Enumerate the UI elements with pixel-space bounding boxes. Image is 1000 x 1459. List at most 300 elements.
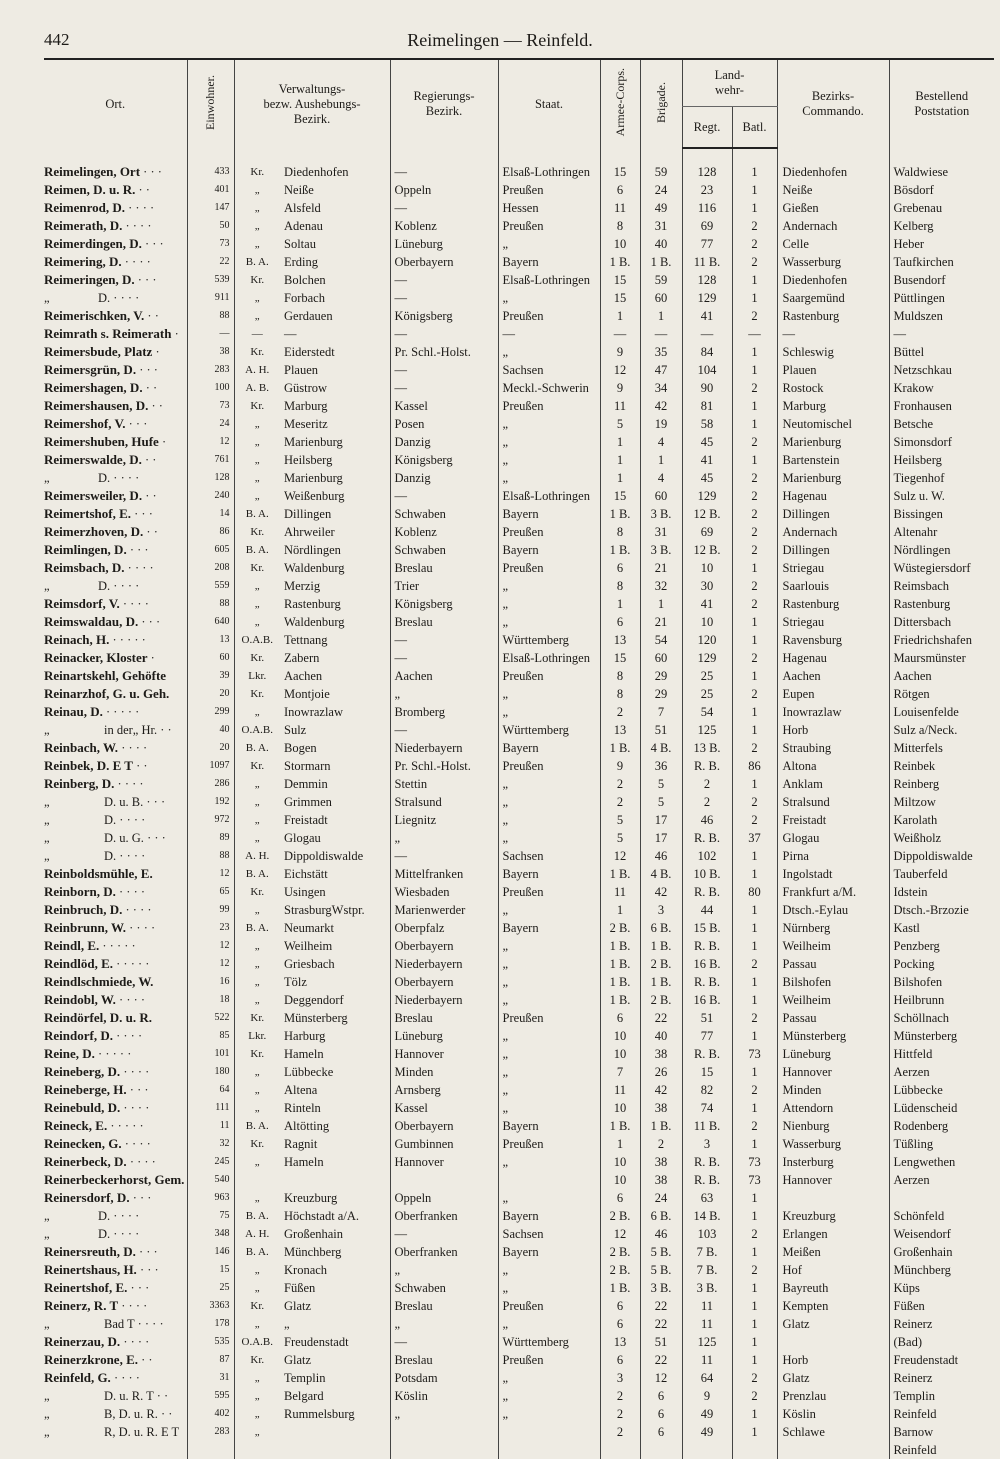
ort-name: Reinerzau, D. (44, 1334, 121, 1349)
armee-corps-cell: 15 (600, 289, 640, 307)
ditto-indent: „ (44, 849, 50, 863)
landwehr-batl-cell: 1 (732, 937, 777, 955)
bezirks-commando-cell: Saarlouis (777, 577, 889, 595)
bezirks-commando-cell: Köslin (777, 1405, 889, 1423)
verwaltung-type-cell: „ (234, 991, 280, 1009)
landwehr-batl-cell: 1 (732, 865, 777, 883)
bezirks-commando-cell: Passau (777, 1009, 889, 1027)
regierungs-bezirk-cell: Oppeln (390, 1189, 498, 1207)
ort-cell (44, 1045, 187, 1063)
ort-cell (44, 631, 187, 649)
einwohner-cell: 73 (187, 235, 234, 253)
armee-corps-cell (600, 1441, 640, 1459)
verwaltung-bezirk-cell: Stormarn (284, 759, 331, 773)
brigade-label: Brigade. (653, 81, 668, 123)
verwaltung-type-cell: „ (234, 1387, 280, 1405)
staat-cell: Preußen (498, 397, 600, 415)
ditto-indent: „ (44, 1389, 50, 1403)
verwaltung-bezirk-cell: Demmin (284, 777, 328, 791)
landwehr-batl-cell: 2 (732, 1261, 777, 1279)
armee-corps-cell: 7 (600, 1063, 640, 1081)
armee-corps-cell: 6 (600, 1297, 640, 1315)
bezirks-commando-cell: Hannover (777, 1171, 889, 1189)
ort-name: Reinbek, D. E T (44, 758, 133, 773)
bezirks-commando-cell: Diedenhofen (777, 163, 889, 181)
leader-dots: · · · · (110, 291, 140, 305)
verwaltung-type-cell: „ (234, 433, 280, 451)
armee-corps-cell: 8 (600, 523, 640, 541)
ort-name: Reimsdorf, V. (44, 596, 120, 611)
table-row (44, 253, 994, 271)
regierungs-bezirk-cell: Schwaben (390, 1279, 498, 1297)
landwehr-batl-cell: 2 (732, 253, 777, 271)
col-batl: Batl. (732, 107, 777, 149)
poststation-cell: Sulz a/Neck. (889, 721, 994, 739)
col-brigade (640, 59, 682, 148)
leader-dots: · · · · (120, 1065, 150, 1079)
staat-cell: Bayern (498, 1207, 600, 1225)
leader-dots: · · · (143, 831, 166, 845)
ditto-indent: „ (44, 1407, 50, 1421)
ort-cell (44, 1099, 187, 1117)
poststation-cell: Louisenfelde (889, 703, 994, 721)
brigade-cell: 47 (640, 361, 682, 379)
einwohner-cell: 73 (187, 397, 234, 415)
ort-cell (44, 199, 187, 217)
landwehr-regt-cell: 45 (682, 469, 732, 487)
table-row (44, 379, 994, 397)
verwaltung-bezirk-cell: „ (284, 1317, 290, 1331)
armee-corps-cell: 13 (600, 1333, 640, 1351)
staat-cell: — (498, 325, 600, 343)
table-row (44, 811, 994, 829)
verwaltung-type-cell: Lkr. (234, 667, 280, 685)
landwehr-regt-cell: 23 (682, 181, 732, 199)
staat-cell: „ (498, 811, 600, 829)
verwaltung-type-cell: Kr. (234, 649, 280, 667)
ort-cell (44, 469, 187, 487)
brigade-cell: 3 B. (640, 1279, 682, 1297)
ort-cell (44, 829, 187, 847)
regierungs-bezirk-cell: Breslau (390, 1009, 498, 1027)
poststation-cell: Münsterberg (889, 1027, 994, 1045)
ort-cell (44, 523, 187, 541)
table-row (44, 235, 994, 253)
verwaltung-bezirk-cell: Lübbecke (284, 1065, 334, 1079)
regierungs-bezirk-cell: Königsberg (390, 307, 498, 325)
verwaltung-bezirk-cell: Adenau (284, 219, 323, 233)
poststation-cell: Maursmünster (889, 649, 994, 667)
table-row (44, 703, 994, 721)
regierungs-bezirk-cell: Oberbayern (390, 937, 498, 955)
ort-cell (44, 1333, 187, 1351)
ort-cell (44, 541, 187, 559)
landwehr-batl-cell: 1 (732, 1279, 777, 1297)
ort-name: Reinerbeckerhorst, Gem. (44, 1172, 185, 1187)
brigade-cell: 1 B. (640, 937, 682, 955)
leader-dots: · · (141, 453, 157, 467)
einwohner-cell: 50 (187, 217, 234, 235)
verwaltung-type-cell: A. H. (234, 361, 280, 379)
ort-cell (44, 721, 187, 739)
table-row (44, 1243, 994, 1261)
armee-corps-cell: 12 (600, 1225, 640, 1243)
leader-dots: · (147, 651, 155, 665)
regierungs-bezirk-cell: Lüneburg (390, 1027, 498, 1045)
staat-cell: „ (498, 829, 600, 847)
landwehr-batl-cell: 1 (732, 1099, 777, 1117)
leader-dots: · · · · (110, 471, 140, 485)
landwehr-batl-cell: 1 (732, 361, 777, 379)
verwaltung-type-cell: Kr. (234, 343, 280, 361)
post-line-2: Poststation (914, 104, 970, 118)
brigade-cell: 17 (640, 829, 682, 847)
table-row (44, 865, 994, 883)
ort-cell (44, 235, 187, 253)
ditto-indent: „ (44, 1425, 50, 1439)
leader-dots: · · · · (126, 1155, 156, 1169)
bezirks-commando-cell: Andernach (777, 217, 889, 235)
regierungs-bezirk-cell: Aachen (390, 667, 498, 685)
verwaltung-type-cell: „ (234, 1063, 280, 1081)
landwehr-regt-cell: 13 B. (682, 739, 732, 757)
staat-cell: „ (498, 1405, 600, 1423)
armee-corps-cell: 1 B. (600, 541, 640, 559)
poststation-cell: Miltzow (889, 793, 994, 811)
einwohner-cell: 208 (187, 559, 234, 577)
landwehr-regt-cell: 41 (682, 307, 732, 325)
landwehr-batl-cell: 2 (732, 505, 777, 523)
verwaltung-bezirk-cell: Glatz (284, 1299, 312, 1313)
armee-corps-cell: 10 (600, 1027, 640, 1045)
table-row (44, 901, 994, 919)
ort-name: Reinerzkrone, E. (44, 1352, 138, 1367)
staat-cell: Preußen (498, 883, 600, 901)
poststation-cell: Reinfeld (889, 1441, 994, 1459)
ort-name: Reinborn, D. (44, 884, 116, 899)
ort-name: Reimelingen, Ort (44, 164, 141, 179)
leader-dots: · · · · · (94, 1047, 132, 1061)
armee-corps-cell: 2 B. (600, 1243, 640, 1261)
armee-corps-cell: 10 (600, 1045, 640, 1063)
bezirks-commando-cell: Meißen (777, 1243, 889, 1261)
verwaltung-bezirk-cell: Neumarkt (284, 921, 334, 935)
col-regt: Regt. (682, 107, 732, 149)
staat-cell: „ (498, 1369, 600, 1387)
bezirks-commando-cell: Rastenburg (777, 307, 889, 325)
bez-line-1: Bezirks- (811, 89, 855, 103)
einwohner-cell: 38 (187, 343, 234, 361)
brigade-cell: 19 (640, 415, 682, 433)
regierungs-bezirk-cell: Potsdam (390, 1369, 498, 1387)
staat-cell: Sachsen (498, 847, 600, 865)
einwohner-cell: 146 (187, 1243, 234, 1261)
brigade-cell: 3 B. (640, 505, 682, 523)
bezirks-commando-cell: Hagenau (777, 649, 889, 667)
col-verwaltung (234, 59, 390, 148)
staat-cell: „ (498, 1387, 600, 1405)
ort-name: Reinartskehl, Gehöfte (44, 668, 167, 683)
bezirks-commando-cell: Diedenhofen (777, 271, 889, 289)
verwaltung-bezirk-cell: Dillingen (284, 507, 332, 521)
landwehr-regt-cell: 12 B. (682, 505, 732, 523)
einwohner-cell: 401 (187, 181, 234, 199)
table-header (44, 59, 994, 148)
gazetteer-table-wrapper (44, 58, 994, 1459)
ort-cell (44, 847, 187, 865)
bezirks-commando-cell: Nienburg (777, 1117, 889, 1135)
landwehr-line-2: wehr- (715, 83, 744, 97)
armee-corps-cell: 11 (600, 397, 640, 415)
table-row (44, 973, 994, 991)
ort-cell (44, 1387, 187, 1405)
armee-corps-cell: 15 (600, 649, 640, 667)
ort-name: Reindobl, W. (44, 992, 116, 1007)
ort-name: Reinerz, R. T (44, 1298, 119, 1313)
einwohner-cell: 86 (187, 523, 234, 541)
einwohner-cell: 88 (187, 595, 234, 613)
einwohner-cell: 245 (187, 1153, 234, 1171)
staat-cell: „ (498, 433, 600, 451)
verwaltung-type-cell: „ (234, 811, 280, 829)
landwehr-regt-cell: 12 B. (682, 541, 732, 559)
leader-dots: · · · · (134, 1317, 164, 1331)
regierungs-bezirk-cell: „ (390, 685, 498, 703)
regierungs-bezirk-cell: Schwaben (390, 541, 498, 559)
ort-cell (44, 793, 187, 811)
staat-cell: „ (498, 1045, 600, 1063)
ort-cell (44, 1063, 187, 1081)
table-row (44, 1189, 994, 1207)
ort-cell (44, 901, 187, 919)
verwaltung-type-cell: B. A. (234, 1207, 280, 1225)
ort-name: Reinboldsmühle, E. (44, 866, 153, 881)
col-poststation (889, 59, 994, 148)
verwaltung-bezirk-cell: Gerdauen (284, 309, 333, 323)
ort-name: Reineck, E. (44, 1118, 108, 1133)
landwehr-batl-cell: 2 (732, 1117, 777, 1135)
ort-cell (44, 703, 187, 721)
leader-dots: · · · · (110, 1209, 140, 1223)
ort-name: R, D. u. R. E T (104, 1425, 180, 1439)
brigade-cell: 31 (640, 523, 682, 541)
regierungs-bezirk-cell: — (390, 649, 498, 667)
verwaltung-type-cell: Kr. (234, 271, 280, 289)
armee-corps-cell: 15 (600, 163, 640, 181)
table-row (44, 541, 994, 559)
ort-name: Reinebuld, D. (44, 1100, 121, 1115)
table-row (44, 433, 994, 451)
ort-cell (44, 559, 187, 577)
leader-dots: · · (148, 399, 163, 413)
verwaltung-type-cell: B. A. (234, 919, 280, 937)
ort-cell (44, 505, 187, 523)
verwaltung-bezirk-cell: Bolchen (284, 273, 326, 287)
verwaltung-type-cell: „ (234, 1099, 280, 1117)
landwehr-batl-cell: 1 (732, 667, 777, 685)
landwehr-batl-cell: 2 (732, 739, 777, 757)
einwohner-cell: 11 (187, 1117, 234, 1135)
verwaltung-type-cell: „ (234, 217, 280, 235)
regierungs-bezirk-cell: — (390, 379, 498, 397)
brigade-cell: 40 (640, 235, 682, 253)
table-row (44, 847, 994, 865)
staat-cell: „ (498, 685, 600, 703)
bezirks-commando-cell (777, 1189, 889, 1207)
ort-cell (44, 433, 187, 451)
landwehr-batl-cell: 37 (732, 829, 777, 847)
ort-cell (44, 163, 187, 181)
verwaltung-type-cell: „ (234, 703, 280, 721)
bezirks-commando-cell: Horb (777, 1351, 889, 1369)
table-row (44, 1117, 994, 1135)
brigade-cell: 5 B. (640, 1243, 682, 1261)
brigade-cell: 34 (640, 379, 682, 397)
verwaltung-bezirk-cell: Hameln (284, 1155, 324, 1169)
table-row (44, 1333, 994, 1351)
einwohner-cell: 100 (187, 379, 234, 397)
landwehr-regt-cell: 51 (682, 1009, 732, 1027)
einwohner-cell: 522 (187, 1009, 234, 1027)
regierungs-bezirk-cell: — (390, 631, 498, 649)
verwaltung-type-cell: „ (234, 469, 280, 487)
verwaltung-bezirk-cell (280, 1171, 390, 1189)
table-row (44, 631, 994, 649)
verwaltung-bezirk-cell: Nördlingen (284, 543, 341, 557)
poststation-cell: Busendorf (889, 271, 994, 289)
einwohner-cell: 32 (187, 1135, 234, 1153)
staat-cell (498, 1423, 600, 1441)
verwaltung-type-cell: A. B. (234, 379, 280, 397)
poststation-cell: Idstein (889, 883, 994, 901)
ort-cell (44, 1027, 187, 1045)
header-gap (44, 148, 994, 163)
poststation-cell: Pocking (889, 955, 994, 973)
reg-line-2: Bezirk. (425, 104, 463, 118)
verwaltung-bezirk-cell: Templin (284, 1371, 326, 1385)
einwohner-cell: 535 (187, 1333, 234, 1351)
regierungs-bezirk-cell: Stettin (390, 775, 498, 793)
table-row (44, 595, 994, 613)
table-row (44, 505, 994, 523)
staat-cell: „ (498, 469, 600, 487)
landwehr-batl-cell: 2 (732, 1387, 777, 1405)
ort-cell (44, 1261, 187, 1279)
table-row (44, 991, 994, 1009)
landwehr-regt-cell: 11 B. (682, 253, 732, 271)
ort-name: Bad T (104, 1317, 135, 1331)
leader-dots: · · · (131, 507, 153, 521)
einwohner-cell: 18 (187, 991, 234, 1009)
landwehr-regt-cell: 77 (682, 1027, 732, 1045)
verwaltung-type-cell (234, 1441, 280, 1459)
table-row (44, 361, 994, 379)
verwaltung-type-cell: O.A.B. (234, 721, 280, 739)
einwohner-cell: 89 (187, 829, 234, 847)
brigade-cell: 6 (640, 1423, 682, 1441)
landwehr-regt-cell: 81 (682, 397, 732, 415)
landwehr-regt-cell: 11 (682, 1351, 732, 1369)
ort-name: Reinacker, Kloster (44, 650, 148, 665)
col-landwehr (682, 59, 777, 107)
table-row (44, 685, 994, 703)
verwaltung-type-cell: Kr. (234, 1045, 280, 1063)
table-row (44, 613, 994, 631)
staat-cell: Elsaß-Lothringen (498, 649, 600, 667)
ort-name: Reinertshaus, H. (44, 1262, 137, 1277)
verwaltung-type-cell: „ (234, 613, 280, 631)
verwaltung-bezirk-cell: Rummelsburg (284, 1407, 355, 1421)
landwehr-batl-cell: 1 (732, 1405, 777, 1423)
staat-cell: Preußen (498, 217, 600, 235)
bezirks-commando-cell: Anklam (777, 775, 889, 793)
leader-dots: · · · (125, 417, 148, 431)
ort-cell (44, 937, 187, 955)
einwohner-cell: 972 (187, 811, 234, 829)
bezirks-commando-cell: Lüneburg (777, 1045, 889, 1063)
landwehr-regt-cell: R. B. (682, 1171, 732, 1189)
landwehr-regt-cell: 30 (682, 577, 732, 595)
verwaltung-type-cell: O.A.B. (234, 1333, 280, 1351)
verwaltung-type-cell: O.A.B. (234, 631, 280, 649)
ort-cell (44, 397, 187, 415)
table-row (44, 271, 994, 289)
armee-corps-cell: 11 (600, 199, 640, 217)
brigade-cell: 38 (640, 1171, 682, 1189)
poststation-cell: Friedrichshafen (889, 631, 994, 649)
ort-name: D. u. R. T (104, 1389, 154, 1403)
staat-cell: Meckl.-Schwerin (498, 379, 600, 397)
landwehr-regt-cell: 104 (682, 361, 732, 379)
verwaltung-type-cell: A. H. (234, 1225, 280, 1243)
verwaltung-type-cell: B. A. (234, 253, 280, 271)
brigade-cell: 6 (640, 1405, 682, 1423)
ort-name: Reimlingen, D. (44, 542, 127, 557)
landwehr-batl-cell: 1 (732, 181, 777, 199)
landwehr-regt-cell: 25 (682, 667, 732, 685)
ort-name: Reimeringen, D. (44, 272, 135, 287)
regierungs-bezirk-cell: Oberbayern (390, 973, 498, 991)
ort-cell (44, 649, 187, 667)
brigade-cell: 5 (640, 775, 682, 793)
regierungs-bezirk-cell: Oberfranken (390, 1207, 498, 1225)
leader-dots: · · (153, 1389, 169, 1403)
verwaltung-type-cell: Kr. (234, 1351, 280, 1369)
einwohner-cell: 299 (187, 703, 234, 721)
regierungs-bezirk-cell: Oberpfalz (390, 919, 498, 937)
einwohner-cell: 15 (187, 1261, 234, 1279)
einwohner-cell: 31 (187, 1369, 234, 1387)
verwaltung-type-cell: „ (234, 1153, 280, 1171)
ort-name: Reimershagen, D. (44, 380, 143, 395)
verwaltung-type-cell: Kr. (234, 163, 280, 181)
table-row (44, 1441, 994, 1459)
landwehr-batl-cell: 1 (732, 1333, 777, 1351)
armee-corps-cell: 1 B. (600, 973, 640, 991)
ort-cell (44, 1171, 187, 1189)
armee-corps-cell: 6 (600, 181, 640, 199)
staat-cell: Preußen (498, 307, 600, 325)
table-row (44, 217, 994, 235)
brigade-cell: 29 (640, 667, 682, 685)
poststation-cell: Barnow (889, 1423, 994, 1441)
landwehr-batl-cell: 1 (732, 1423, 777, 1441)
ort-cell (44, 883, 187, 901)
brigade-cell: 42 (640, 883, 682, 901)
bezirks-commando-cell: Bayreuth (777, 1279, 889, 1297)
poststation-cell: Großenhain (889, 1243, 994, 1261)
brigade-cell: 2 B. (640, 955, 682, 973)
